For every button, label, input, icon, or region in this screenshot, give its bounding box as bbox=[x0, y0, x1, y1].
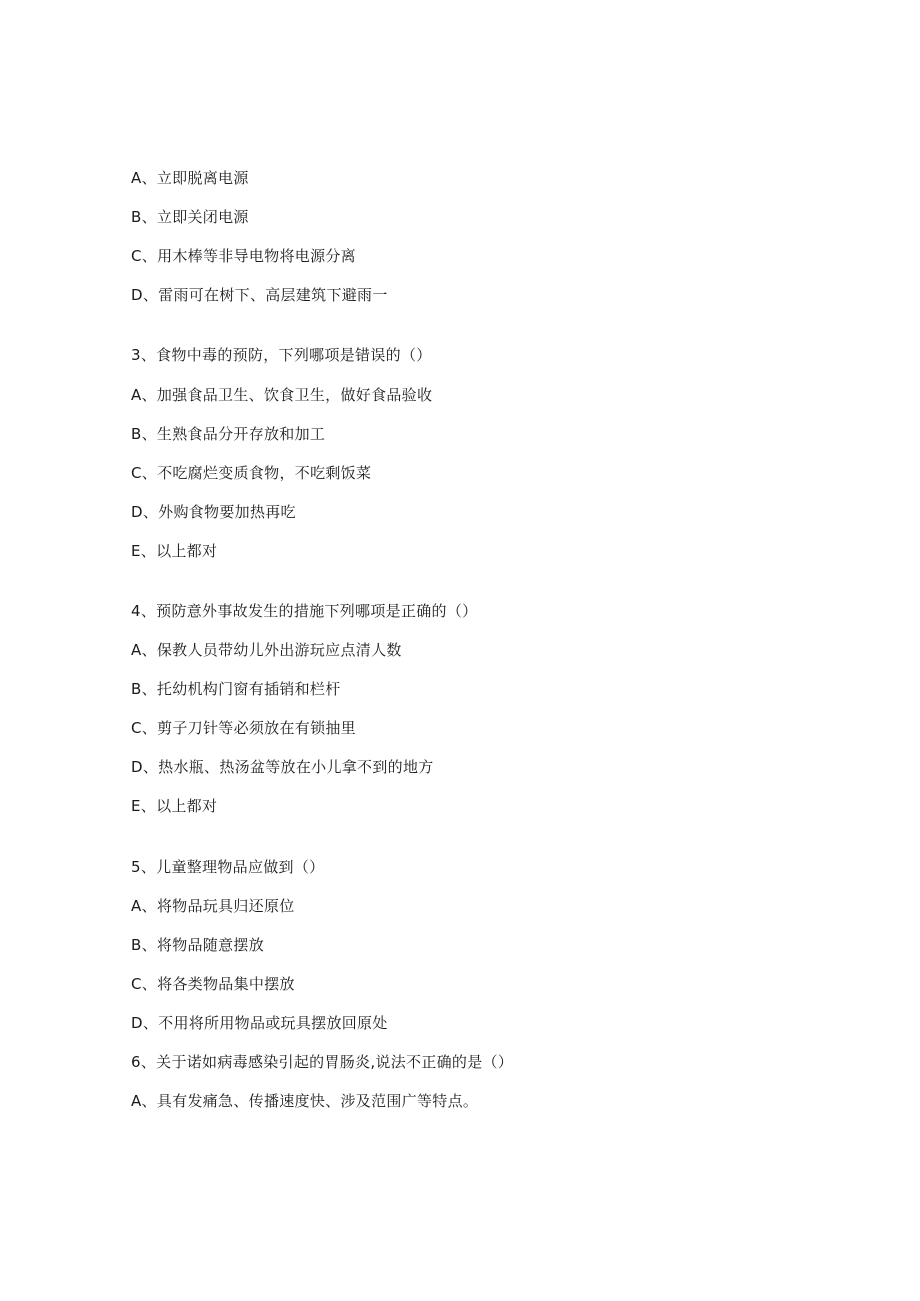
q4-option-d: D、热水瓶、热汤盆等放在小儿拿不到的地方 bbox=[131, 758, 434, 776]
q2-option-a: A、立即脱离电源 bbox=[131, 169, 249, 187]
q6-option-a: A、具有发痛急、传播速度快、涉及范围广等特点。 bbox=[131, 1092, 479, 1110]
q5-option-a: A、将物品玩具归还原位 bbox=[131, 897, 295, 915]
q5-option-d: D、不用将所用物品或玩具摆放回原处 bbox=[131, 1014, 388, 1032]
q3-option-a: A、加强食品卫生、饮食卫生，做好食品验收 bbox=[131, 386, 433, 404]
q6-question: 6、关于诺如病毒感染引起的胃肠炎,说法不正确的是（） bbox=[131, 1053, 514, 1071]
q2-option-b: B、立即关闭电源 bbox=[131, 208, 249, 226]
q5-option-c: C、将各类物品集中摆放 bbox=[131, 975, 295, 993]
q5-option-b: B、将物品随意摆放 bbox=[131, 936, 264, 954]
q3-option-e: E、以上都对 bbox=[131, 542, 218, 560]
q3-option-b: B、生熟食品分开存放和加工 bbox=[131, 425, 326, 443]
q3-option-c: C、不吃腐烂变质食物，不吃剩饭菜 bbox=[131, 464, 372, 482]
q5-question: 5、儿童整理物品应做到（） bbox=[131, 858, 325, 876]
q4-question: 4、预防意外事故发生的措施下列哪项是正确的（） bbox=[131, 602, 478, 620]
q2-option-c: C、用木棒等非导电物将电源分离 bbox=[131, 247, 356, 265]
q3-option-d: D、外购食物要加热再吃 bbox=[131, 503, 296, 521]
q4-option-a: A、保教人员带幼儿外出游玩应点清人数 bbox=[131, 641, 402, 659]
q4-option-b: B、托幼机构门窗有插销和栏杆 bbox=[131, 680, 341, 698]
q4-option-c: C、剪子刀针等必须放在有锁抽里 bbox=[131, 719, 356, 737]
q2-option-d: D、雷雨可在树下、高层建筑下避雨一 bbox=[131, 286, 388, 304]
q4-option-e: E、以上都对 bbox=[131, 797, 218, 815]
q3-question: 3、食物中毒的预防，下列哪项是错误的（） bbox=[131, 346, 432, 364]
